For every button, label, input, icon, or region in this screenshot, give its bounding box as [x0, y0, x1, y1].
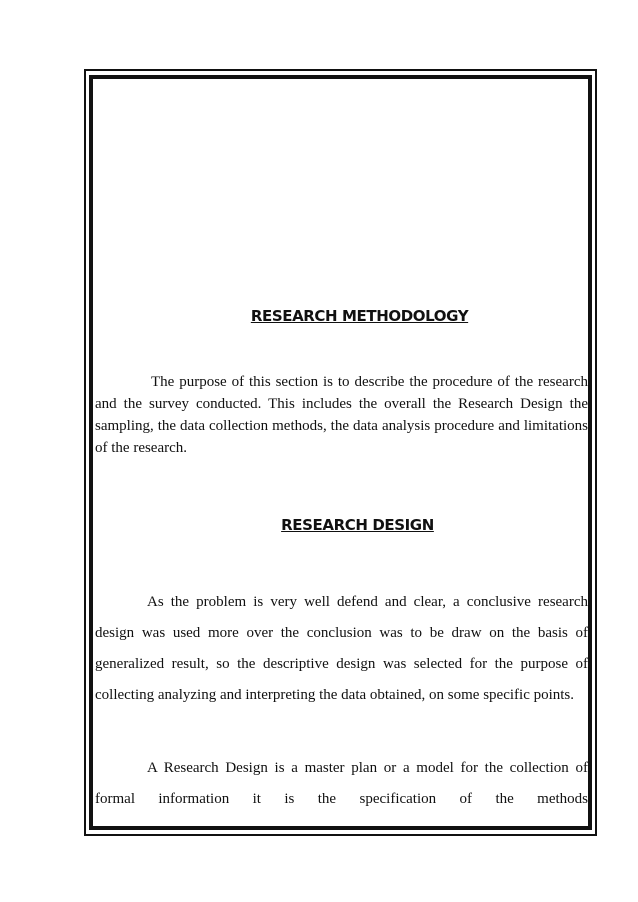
page-content-frame [89, 75, 592, 830]
paragraph-research-design: As the problem is very well defend and clear, a conclusive research design was used more over the conclusion was to be draw on the basis of generalized result, so the descriptive design was selected for the purpose of collecting analyzing and interpreting the data obtained, on some specific points. [95, 594, 588, 703]
section-heading-research-design: RESEARCH DESIGN [281, 516, 434, 534]
paragraph-research-design-definition: A Research Design is a master plan or a model for the collection of formal information it is the specification of the methods [95, 760, 588, 807]
paragraph-methodology-intro: The purpose of this section is to describe the procedure of the research and the survey conducted. This includes the overall the Research Design the sampling, the data collection methods, the data analysis procedure and limitations of the research. [95, 374, 588, 456]
section-heading-research-methodology: RESEARCH METHODOLOGY [250, 307, 469, 325]
